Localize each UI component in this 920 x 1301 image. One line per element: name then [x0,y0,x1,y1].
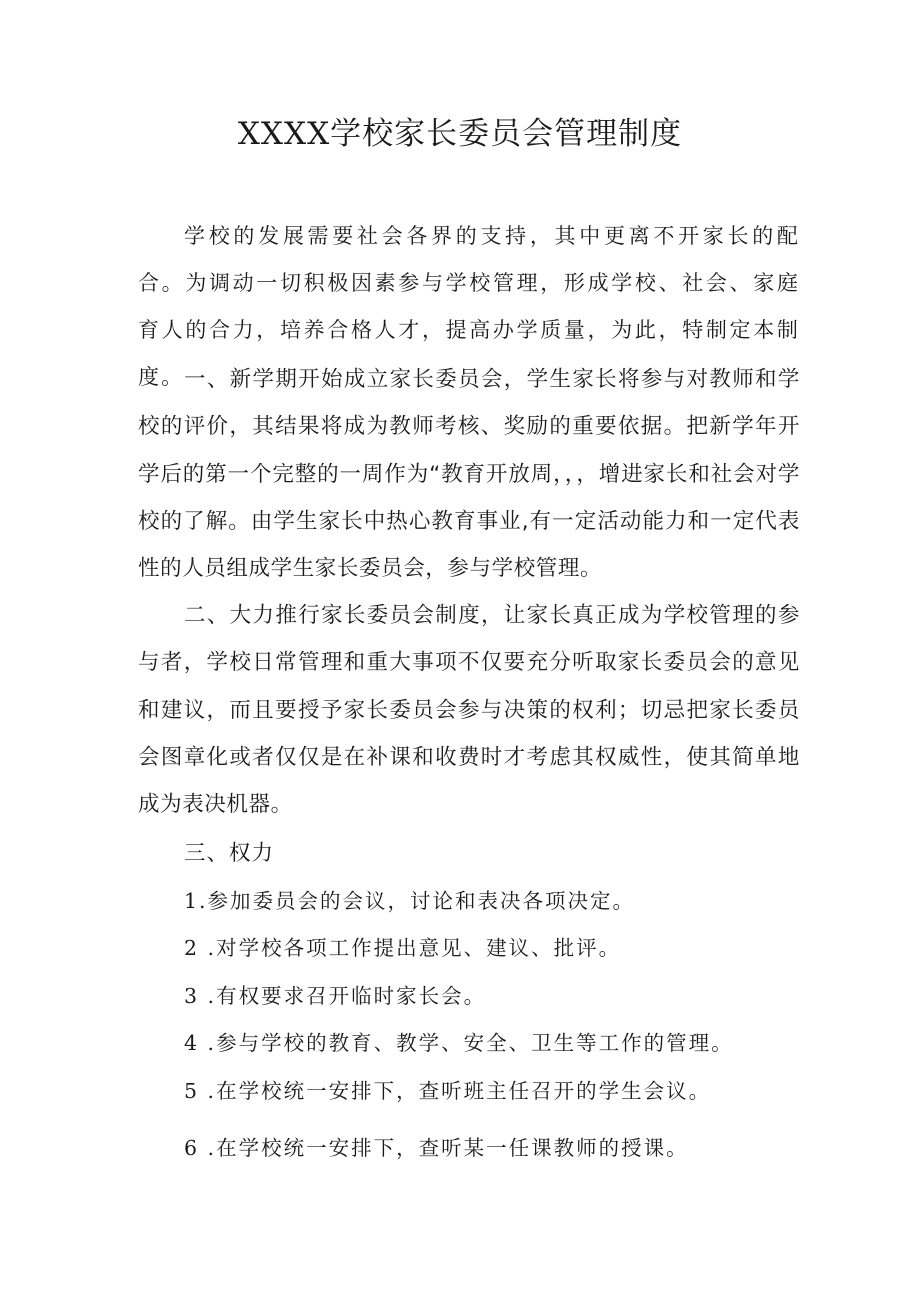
rights-list-item: 4 .参与学校的教育、教学、安全、卫生等工作的管理。 [184,1031,734,1055]
section-2-paragraph: 二、大力推行家长委员会制度，让家长真正成为学校管理的参与者，学校日常管理和重大事项不仅要充分听取家长委员会的意见和建议，而且要授予家长委员会参与决策的权利；切忌把家长委员会图章化或者仅仅是在补课和收费时才考虑其权威性，使其简单地成为表决机器。 [138,603,800,818]
intro-paragraph: 学校的发展需要社会各界的支持，其中更离不开家长的配合。为调动一切积极因素参与学校管理，形成学校、社会、家庭育人的合力，培养合格人才，提高办学质量，为此，特制定本制度。 [138,224,800,389]
rights-list-item: 1.参加委员会的会议，讨论和表决各项决定。 [184,889,636,913]
section-3-heading: 三、权力 [184,841,275,866]
document-title: XXXX学校家长委员会管理制度 [237,116,683,152]
rights-list-item: 6 .在学校统一安排下，查听某一任课教师的授课。 [184,1136,689,1160]
rights-list-item: 5 .在学校统一安排下，查听班主任召开的学生会议。 [184,1079,712,1103]
section-1-paragraph: 一、新学期开始成立家长委员会，学生家长将参与对教师和学校的评价，其结果将成为教师考核、奖励的重要依据。把新学年开学后的第一个完整的一周作为“教育开放周，，，增进家长和社会对学校的了解。由学生家长中热心教育事业,有一定活动能力和一定代表性的人员组成学生家长委员会，参与学校管理。 [138,367,800,582]
rights-list-item: 2 .对学校各项工作提出意见、建议、批评。 [184,936,622,960]
rights-list-item: 3 .有权要求召开临时家长会。 [184,984,487,1008]
